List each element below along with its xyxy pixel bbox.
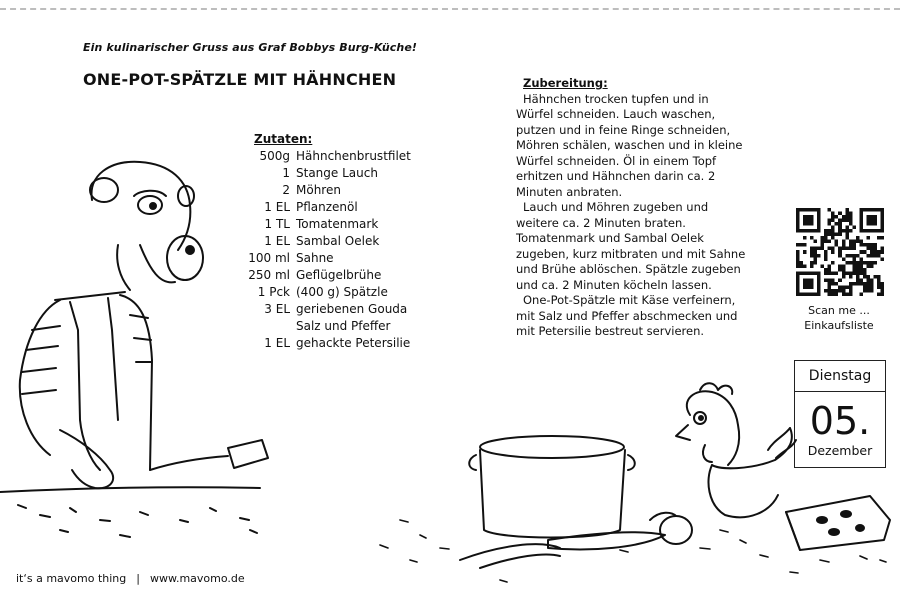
chicken-illustration bbox=[676, 383, 796, 517]
qr-caption-line2: Einkaufsliste bbox=[804, 319, 874, 332]
preparation-heading: Zubereitung: bbox=[523, 76, 608, 90]
calendar-date: 05. bbox=[809, 399, 871, 443]
footer-separator: | bbox=[136, 572, 140, 585]
ingredient-qty: 1 Pck bbox=[257, 285, 290, 299]
recipe-title: ONE-POT-SPÄTZLE MIT HÄHNCHEN bbox=[83, 70, 397, 89]
ingredient-qty: 1 EL bbox=[264, 200, 290, 214]
cheese-illustration bbox=[786, 496, 890, 550]
ingredient-name: gehackte Petersilie bbox=[296, 336, 411, 350]
ingredient-qty: 1 TL bbox=[264, 217, 290, 231]
ingredient-qty: 1 bbox=[282, 166, 290, 180]
ingredient-qty: 1 EL bbox=[264, 234, 290, 248]
preparation-step-3: One-Pot-Spätzle mit Käse verfeinern, mit Salz und Pfeffer abschmecken und mit Petersilie bestreut servieren. bbox=[516, 293, 738, 338]
ingredient-name: Geflügelbrühe bbox=[296, 268, 382, 282]
footer-website-link[interactable]: www.mavomo.de bbox=[149, 572, 245, 585]
footer bbox=[16, 572, 245, 585]
ingredient-name: (400 g) Spätzle bbox=[296, 285, 388, 299]
preparation-step-1: Hähnchen trocken tupfen und in Würfel schneiden. Lauch waschen, putzen und in feine Ringe schneiden, Möhren schälen, waschen und in kleine Würfel schneiden. Öl in einem Topf erhitzen und Hähnchen darin ca. 2 Minuten anbraten. bbox=[516, 91, 743, 199]
ingredient-name: Sambal Oelek bbox=[296, 234, 380, 248]
slogan: Ein kulinarischer Gruss aus Graf Bobbys Burg-Küche! bbox=[83, 41, 418, 54]
count-bobby-illustration bbox=[0, 162, 268, 537]
ingredient-name: Salz und Pfeffer bbox=[296, 319, 391, 333]
ingredient-qty: 250 ml bbox=[248, 268, 290, 282]
footer-brand: it‘s a mavomo thing bbox=[16, 572, 127, 585]
qr-caption-line1: Scan me ... bbox=[808, 304, 870, 317]
calendar-month: Dezember bbox=[807, 443, 873, 458]
ingredient-qty: 100 ml bbox=[248, 251, 290, 265]
ingredient-name: Tomatenmark bbox=[296, 217, 379, 231]
ingredient-name: Pflanzenöl bbox=[296, 200, 358, 214]
ingredient-name: Möhren bbox=[296, 183, 341, 197]
calendar-weekday: Dienstag bbox=[795, 361, 885, 392]
crumbs-illustration bbox=[380, 520, 886, 582]
ingredient-qty: 2 bbox=[282, 183, 290, 197]
ingredient-name: Sahne bbox=[296, 251, 334, 265]
ingredient-name: Stange Lauch bbox=[296, 166, 378, 180]
ingredient-name: Hähnchenbrustfilet bbox=[296, 149, 411, 163]
preparation-step-2: Lauch und Möhren zugeben und weitere ca. 2 Minuten braten. Tomatenmark und Sambal Oelek zugeben, kurz mitbraten und mit Sahne und Brühe ablöschen. Spätzle zugeben und ca. 2 Minuten köcheln lassen. bbox=[516, 200, 746, 292]
vegetables-illustration bbox=[460, 513, 692, 568]
ingredient-qty: 3 EL bbox=[264, 302, 290, 316]
ingredients-heading: Zutaten: bbox=[254, 132, 313, 146]
ingredient-name: geriebenen Gouda bbox=[296, 302, 408, 316]
ingredient-qty: 1 EL bbox=[264, 336, 290, 350]
cooking-pot-illustration bbox=[469, 436, 635, 538]
ingredient-qty: 500g bbox=[259, 149, 290, 163]
